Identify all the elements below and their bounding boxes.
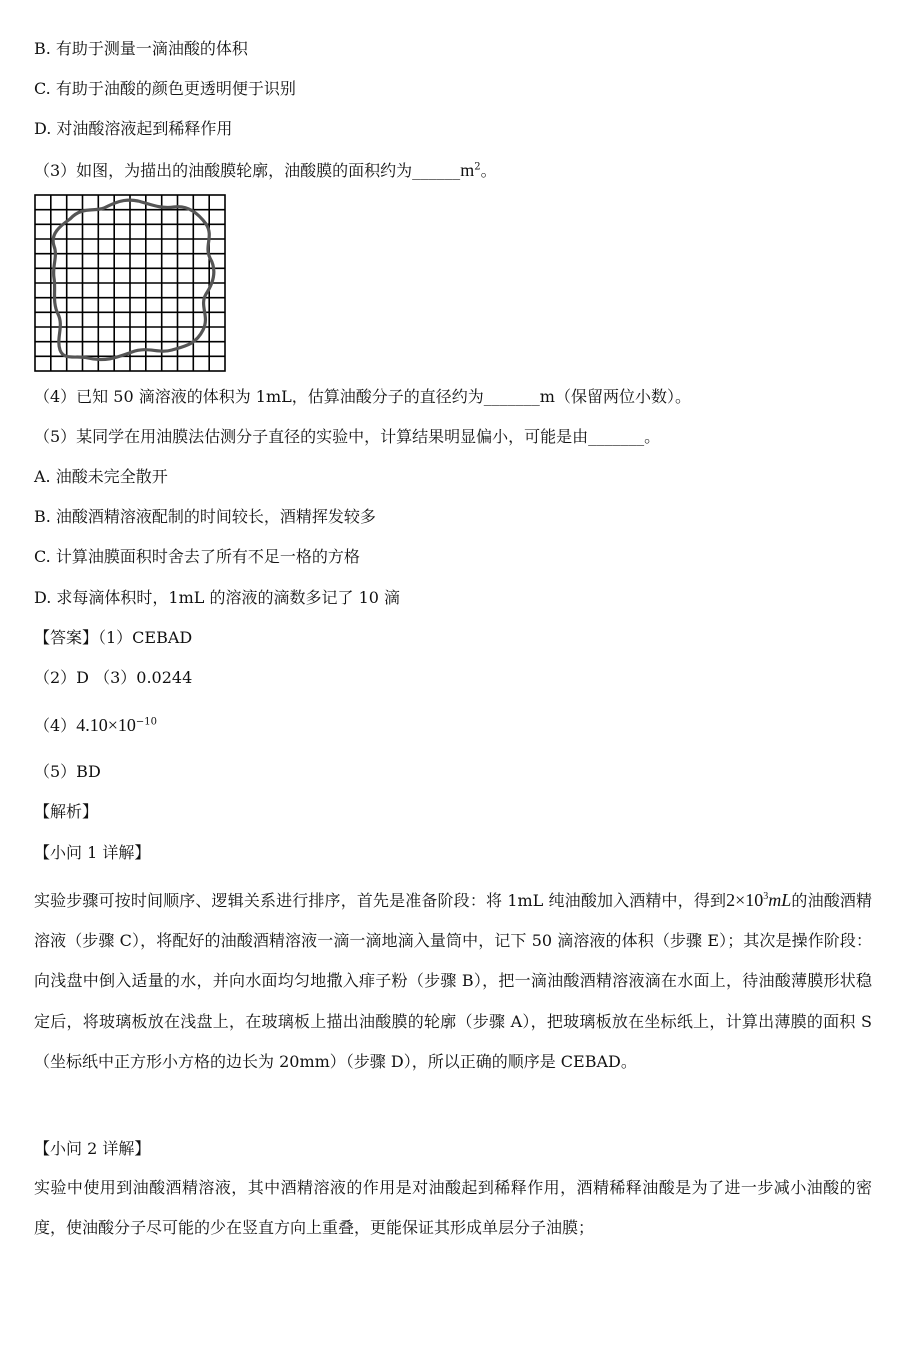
option-b: B. 有助于测量一滴油酸的体积 bbox=[34, 39, 248, 58]
detail-1-math-unit: mL bbox=[768, 890, 792, 910]
q5-option-c: C. 计算油膜面积时舍去了所有不足一格的方格 bbox=[34, 547, 360, 566]
detail-1-text-b: 的油酸酒精溶液（步骤 C），将配好的油酸酒精溶液一滴一滴地滴入量筒中，记下 50 滴溶液的体积（步骤 E）；其次是操作阶段：向浅盘中倒入适量的水，并向水面均匀地撒入痱子粉（步骤 B），把一滴油酸酒精溶液滴在水面上，待油酸薄膜形状稳定后，将玻璃板放在浅盘上，在玻璃板上描出油酸膜的轮廓（步骤 A），把玻璃板放在坐标纸上，计算出薄膜的面积 S（坐标纸中正方形小方格的边长为 20mm）（步骤 D），所以正确的顺序是 CEBAD。 bbox=[34, 891, 872, 1071]
question-3-text: （3）如图，为描出的油酸膜轮廓，油酸膜的面积约为______ bbox=[34, 161, 461, 180]
question-3-unit: m bbox=[460, 160, 475, 180]
analysis-heading: 【解析】 bbox=[34, 802, 99, 821]
oil-film-grid-figure bbox=[34, 194, 226, 372]
question-4: （4）已知 50 滴溶液的体积为 1mL，估算油酸分子的直径约为_______m（保留两位小数）。 bbox=[34, 387, 691, 406]
detail-1-text-a: 实验步骤可按时间顺序、逻辑关系进行排序，首先是准备阶段：将 1mL 纯油酸加入酒精中，得到 bbox=[34, 891, 727, 910]
detail-2-paragraph: 实验中使用到油酸酒精溶液，其中酒精溶液的作用是对油酸起到稀释作用，酒精稀释油酸是为了进一步减小油酸的密度，使油酸分子尽可能的少在竖直方向上重叠，更能保证其形成单层分子油膜； bbox=[34, 1178, 872, 1238]
q5-option-d: D. 求每滴体积时，1mL 的溶液的滴数多记了 10 滴 bbox=[34, 588, 401, 607]
question-3 bbox=[34, 159, 497, 182]
answer-2-3: （2）D （3）0.0244 bbox=[34, 668, 193, 687]
detail-1-math-exp: 3 bbox=[763, 891, 769, 902]
detail-1-heading: 【小问 1 详解】 bbox=[34, 843, 151, 862]
answer-5: （5）BD bbox=[34, 762, 101, 781]
answer-4-value: 4.10×10 bbox=[76, 715, 136, 735]
q5-option-b: B. 油酸酒精溶液配制的时间较长，酒精挥发较多 bbox=[34, 507, 376, 526]
option-d: D. 对油酸溶液起到稀释作用 bbox=[34, 119, 233, 138]
answer-1: 【答案】（1）CEBAD bbox=[34, 628, 193, 647]
option-c: C. 有助于油酸的颜色更透明便于识别 bbox=[34, 79, 296, 98]
question-3-unit-exp: 2 bbox=[474, 161, 481, 173]
detail-1-paragraph bbox=[34, 880, 872, 1082]
detail-1-math-value: 2×10 bbox=[726, 890, 764, 910]
detail-1-math bbox=[726, 890, 791, 910]
answer-4-exp: −10 bbox=[135, 716, 157, 728]
q5-option-a: A. 油酸未完全散开 bbox=[34, 467, 168, 486]
grid-lines bbox=[35, 195, 225, 371]
answer-4 bbox=[34, 714, 157, 737]
question-5: （5）某同学在用油膜法估测分子直径的实验中，计算结果明显偏小，可能是由_______。 bbox=[34, 427, 661, 446]
detail-2-heading: 【小问 2 详解】 bbox=[34, 1139, 151, 1158]
question-3-end: 。 bbox=[480, 161, 497, 180]
answer-4-prefix: （4） bbox=[34, 716, 77, 735]
